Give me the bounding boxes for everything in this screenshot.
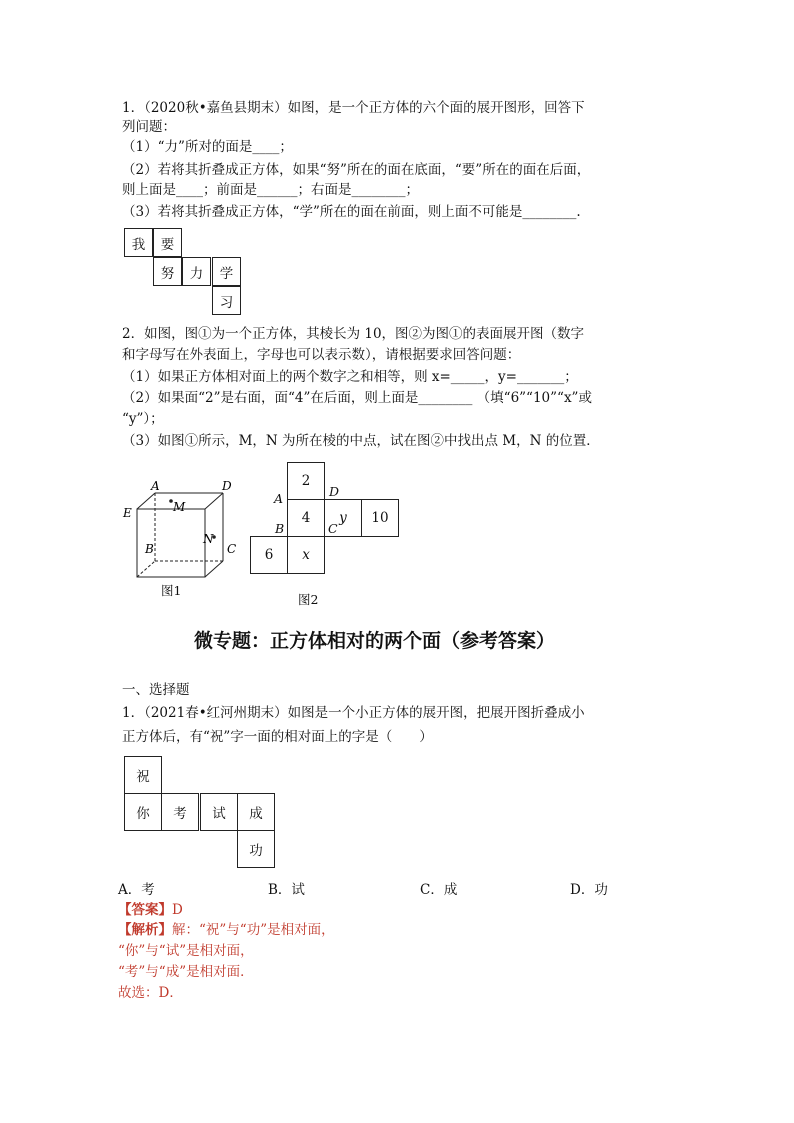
q1-line-1: 1．（2020秋•嘉鱼县期末）如图，是一个正方体的六个面的展开图形，回答下 [122,100,585,116]
q2-line-3: （1）如果正方体相对面上的两个数字之和相等，则 x=_____，y=_______； [122,369,578,385]
option-d: D．功 [570,882,608,898]
option-b: B．试 [268,882,305,898]
label-C: C [227,542,237,556]
net-cell: 努 [153,257,182,286]
label-D: D [222,479,232,493]
figure-1-cube [115,475,250,605]
analysis-text-1: 解：“祝”与“功”是相对面， [172,922,335,938]
q1-line-3: （1）“力”所对的面是____； [122,139,293,155]
net-cell: 你 [124,793,162,831]
figure-1-caption: 图1 [161,583,182,598]
analysis-line-3: “考”与“成”是相对面． [118,964,254,980]
label-B: B [145,542,154,556]
net-cell: 学 [212,257,241,286]
net-cell: 成 [237,793,275,831]
net-cell: 我 [124,228,153,257]
q2-line-6: （3）如图①所示，M，N 为所在棱的中点，试在图②中找出点 M，N 的位置． [122,433,600,449]
q2-line-5: “y”）； [122,411,164,427]
net-cell-y: y [324,499,362,537]
net-cell: 试 [200,793,238,831]
net-cell-x: x [287,536,325,574]
answer-line [118,901,183,919]
q1-line-5: 则上面是____；前面是______；右面是________； [122,182,419,198]
q2-line-2: 和字母写在外表面上，字母也可以表示数），请根据要求回答问题： [122,347,521,363]
net-cell-4: 4 [287,499,325,537]
analysis-line-2: “你”与“试”是相对面， [118,943,254,959]
a1-line-1: 1．（2021春•红河州期末）如图是一个小正方体的展开图，把展开图折叠成小 [122,705,585,721]
page-title: 微专题：正方体相对的两个面（参考答案） [194,630,556,652]
net-cell: 习 [212,286,241,315]
analysis-label: 【解析】 [118,922,172,938]
net-label-D: D [329,484,340,499]
analysis-line-4: 故选：D． [118,985,183,1001]
net-label-A: A [274,491,284,506]
q1-line-6: （3）若将其折叠成正方体，“学”所在的面在前面，则上面不可能是________. [122,204,581,220]
answer-value: D [172,902,183,918]
label-A: A [151,479,160,493]
net-label-C: C [328,521,338,536]
net-cell: 要 [153,228,182,257]
label-N: N [203,532,214,546]
net-cell: 功 [237,830,275,868]
net-cell-10: 10 [361,499,399,537]
net-cell: 祝 [124,756,162,794]
section-heading: 一、选择题 [122,682,190,698]
net-cell: 力 [182,257,211,286]
figure-2-caption: 图2 [298,592,319,607]
analysis-line-1 [118,921,335,939]
option-c: C．成 [420,882,458,898]
label-M: M [173,500,186,514]
net-label-B: B [275,521,285,536]
q2-line-4: （2）如果面“2”是右面，面“4”在后面，则上面是________ （填“6”“10”“x”或 [122,390,592,406]
net-cell: 考 [161,793,199,831]
q1-line-4: （2）若将其折叠成正方体，如果“努”所在的面在底面，“要”所在的面在后面， [122,162,591,178]
net-cell-2: 2 [287,462,325,500]
a1-line-2: 正方体后，有“祝”字一面的相对面上的字是（ ） [122,729,433,745]
label-E: E [123,506,132,520]
q2-line-1: 2．如图，图①为一个正方体，其棱长为 10，图②为图①的表面展开图（数字 [122,326,585,342]
option-a: A．考 [118,882,155,898]
answer-label: 【答案】 [118,902,172,918]
net-cell-6: 6 [250,536,288,574]
q1-line-2: 列问题： [122,119,176,135]
